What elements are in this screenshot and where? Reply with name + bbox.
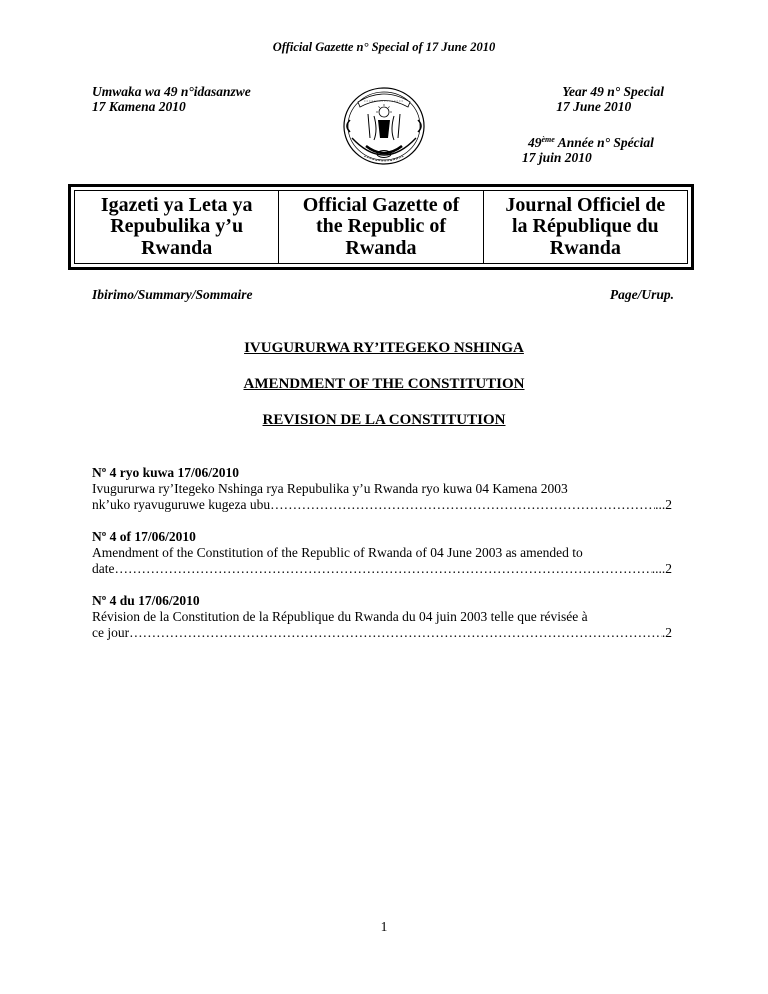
law-title-line-with-leader: nk’uko ryavuguruwe kugeza ubu …………………………………………………………………………………………………………………………………………………………… ...2 <box>92 497 672 513</box>
page-number: 1 <box>380 919 388 934</box>
title-kinyarwanda: Igazeti ya Leta ya Repubulika y’u Rwanda <box>100 193 253 259</box>
page-reference: ...2 <box>655 497 672 512</box>
page-column-label: Page/Urup. <box>609 287 674 302</box>
heading-french: REVISION DE LA CONSTITUTION <box>262 412 506 428</box>
issue-year-rw: Umwaka wa 49 n°idasanzwe <box>92 84 251 99</box>
title-english: Official Gazette of the Republic of Rwanda <box>278 191 482 263</box>
heading-kinyarwanda: IVUGURURWA RY’ITEGEKO NSHINGA <box>244 340 524 356</box>
page-reference: ....2 <box>651 561 672 576</box>
dot-leader <box>115 561 652 577</box>
issue-info-french <box>522 135 654 165</box>
law-title-line-with-leader: date …………………………………………………………………………………………………………………………………………………………… ....2 <box>92 561 672 577</box>
law-number: Nº 4 ryo kuwa 17/06/2010 <box>92 465 239 480</box>
law-title-line: Ivugururwa ry’Itegeko Nshinga rya Repubulika y’u Rwanda ryo kuwa 04 Kamena 2003 <box>92 481 568 496</box>
running-header: Official Gazette n° Special of 17 June 2010 <box>272 40 496 54</box>
law-title-line: Révision de la Constitution de la République du Rwanda du 04 juin 2003 telle que révisée à <box>92 609 588 624</box>
law-number: Nº 4 du 17/06/2010 <box>92 593 200 608</box>
toc-entry[interactable] <box>92 529 672 577</box>
issue-info-kinyarwanda <box>92 84 251 114</box>
dot-leader <box>129 625 662 641</box>
issue-date-fr: 17 juin 2010 <box>522 150 592 165</box>
issue-date-en: 17 June 2010 <box>556 99 632 114</box>
summary-label: Ibirimo/Summary/Sommaire <box>92 287 253 302</box>
toc-entry[interactable] <box>92 593 672 641</box>
page-reference: .2 <box>661 625 672 640</box>
law-title-line-with-leader: ce jour …………………………………………………………………………………………………………………………………………………………… .2 <box>92 625 672 641</box>
issue-year-en: Year 49 n° Special <box>562 84 664 99</box>
gazette-title-box <box>68 184 694 270</box>
issue-info-english <box>556 84 664 114</box>
coat-of-arms-icon <box>330 80 438 170</box>
heading-english: AMENDMENT OF THE CONSTITUTION <box>243 376 525 392</box>
toc-entry[interactable] <box>92 465 672 513</box>
dot-leader <box>270 497 655 513</box>
title-french: Journal Officiel de la République du Rwanda <box>483 191 687 263</box>
law-number: Nº 4 of 17/06/2010 <box>92 529 196 544</box>
law-title-line: Amendment of the Constitution of the Republic of Rwanda of 04 June 2003 as amended to <box>92 545 583 560</box>
issue-year-fr: 49ème Année n° Spécial <box>528 135 654 150</box>
issue-date-rw: 17 Kamena 2010 <box>92 99 186 114</box>
